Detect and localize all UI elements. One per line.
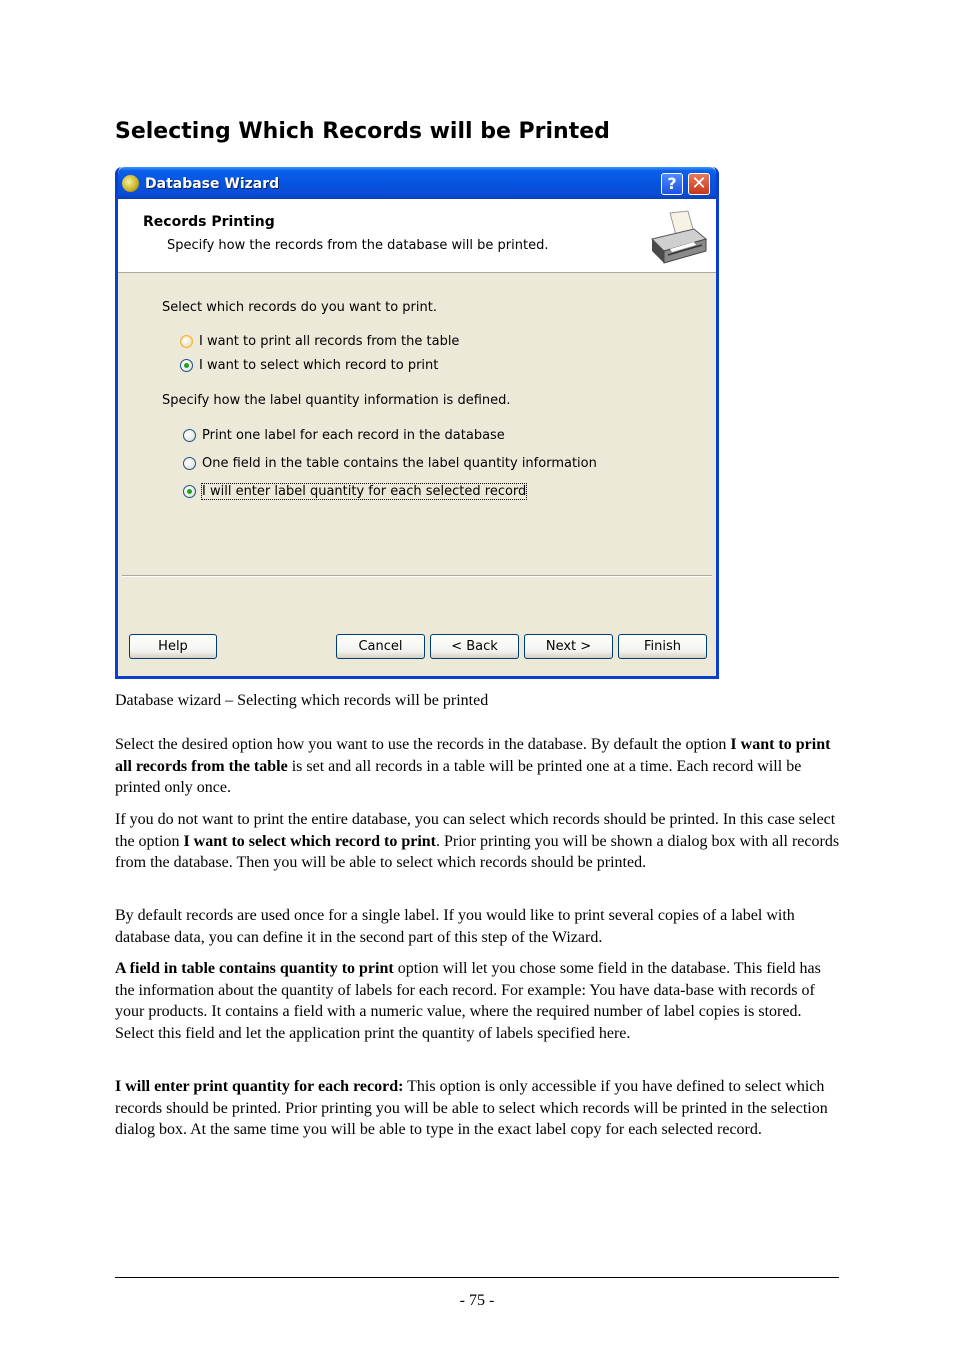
wizard-step-title: Records Printing	[143, 214, 275, 230]
printer-icon	[648, 209, 708, 267]
records-question: Select which records do you want to print.	[162, 300, 437, 315]
radio-qty-enter-manually[interactable]	[183, 485, 196, 498]
label-qty-from-field[interactable]: One field in the table contains the label quantity information	[202, 456, 597, 471]
app-icon	[122, 175, 139, 192]
paragraph-default-option: Select the desired option how you want to use the records in the database. By default the option I want to print all records from the table is set and all records in a table will be printed one at a time. Each record will be printed only once.	[115, 736, 831, 797]
radio-select-records[interactable]	[180, 359, 193, 372]
paragraph-label-copies: By default records are used once for a single label. If you would like to print several copies of a label with database data, you can define it in the second part of this step of the Wizard.	[115, 907, 795, 946]
figure-caption: Database wizard – Selecting which records will be printed	[115, 692, 489, 709]
help-button[interactable]: Help	[129, 634, 217, 659]
radio-qty-one-per-record[interactable]	[183, 429, 196, 442]
next-button[interactable]: Next >	[524, 634, 613, 659]
back-button[interactable]: < Back	[430, 634, 519, 659]
wizard-step-subtitle: Specify how the records from the database will be printed.	[167, 238, 549, 253]
page-number: - 75 -	[459, 1292, 495, 1309]
paragraph-enter-quantity: I will enter print quantity for each record: This option is only accessible if you have defined to select which records should be printed. Prior printing you will be able to select which records will be printed in the selection dialog box. At the same time you will be able to type in the exact label copy for each selected record.	[115, 1078, 828, 1139]
label-select-records[interactable]: I want to select which record to print	[199, 358, 439, 373]
radio-print-all[interactable]	[180, 335, 193, 348]
label-print-all[interactable]: I want to print all records from the table	[199, 334, 460, 349]
cancel-button[interactable]: Cancel	[336, 634, 425, 659]
dialog-titlebar[interactable]	[118, 167, 716, 199]
titlebar-help-button[interactable]: ?	[661, 173, 683, 195]
page-heading: Selecting Which Records will be Printed	[115, 119, 610, 144]
wizard-header	[118, 199, 716, 273]
radio-qty-from-field[interactable]	[183, 457, 196, 470]
quantity-question: Specify how the label quantity information is defined.	[162, 393, 511, 408]
label-qty-one-per-record[interactable]: Print one label for each record in the database	[202, 428, 505, 443]
paragraph-quantity-field: A field in table contains quantity to print option will let you chose some field in the database. This field has the information about the quantity of labels for each record. For example: You have data-base with records of your products. It contains a field with a numeric value, where the required number of label copies is stored. Select this field and let the application print the quantity of labels specified here.	[115, 960, 821, 1043]
finish-button[interactable]: Finish	[618, 634, 707, 659]
button-separator	[122, 575, 712, 577]
titlebar-close-button[interactable]: ✕	[688, 173, 710, 195]
database-wizard-dialog	[115, 167, 719, 679]
label-qty-enter-manually[interactable]: I will enter label quantity for each selected record	[202, 484, 527, 499]
dialog-title: Database Wizard	[145, 176, 280, 192]
footer-rule	[115, 1277, 839, 1278]
paragraph-select-records: If you do not want to print the entire database, you can select which records should be printed. In this case select the option I want to select which record to print. Prior printing you will be shown a dialog box with all records from the database. Then you will be able to select which records should be printed.	[115, 811, 840, 872]
